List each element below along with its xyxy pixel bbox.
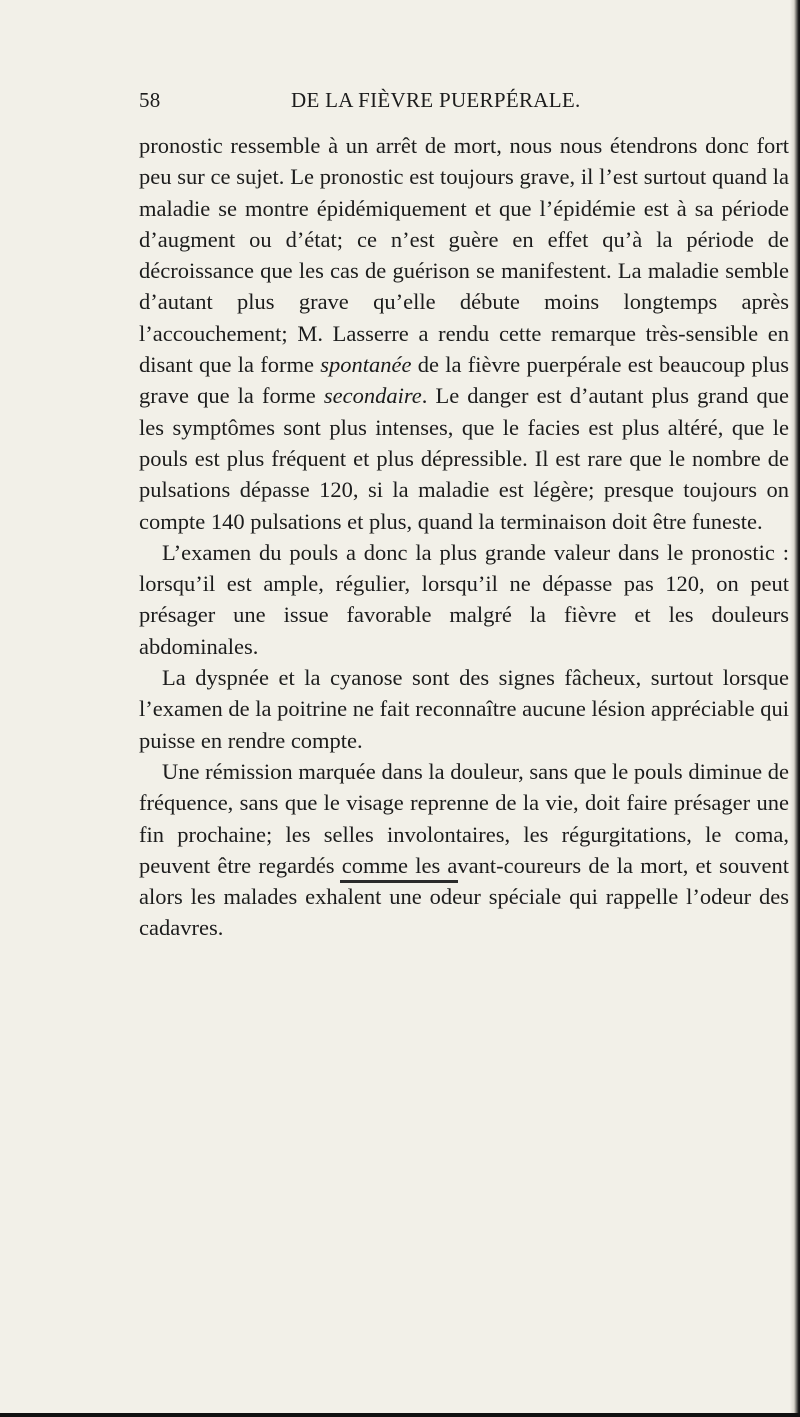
paragraph-1-text-c: . Le danger est d’autant plus grand que les symptômes sont plus intenses, que le facies est plus altéré, que le pouls est plus fréquent et plus dépressible. Il est rare que le nombre de pulsations dépasse 120, si la maladie est légère; presque toujours on compte 140 pulsations et plus, quand la terminaison doit être funeste. — [139, 383, 789, 534]
emphasis-spontanee: spontanée — [320, 352, 412, 378]
paragraph-1-text-a: pronostic ressemble à un arrêt de mort, nous nous étendrons donc fort peu sur ce sujet. Le pronostic est toujours grave, il l’est surtout quand la maladie se montre épidémiquement et que l’épidémie est à sa période d’augment ou d’état; ce n’est guère en effet qu’à la période de décroissance que les cas de guérison se manifestent. La maladie semble d’autant plus grave qu’elle débute moins longtemps après l’accouchement; M. Lasserre a rendu cette remarque très-sensible en disant que la forme — [139, 133, 789, 378]
page-bottom-edge — [0, 1413, 800, 1417]
page-edge-shadow — [790, 0, 800, 1417]
emphasis-secondaire: secondaire — [323, 383, 422, 409]
running-head: DE LA FIÈVRE PUERPÉRALE. — [291, 88, 581, 112]
end-rule-divider — [340, 880, 458, 883]
page-header — [139, 88, 659, 118]
paragraph-3: La dyspnée et la cyanose sont des signes fâcheux, surtout lorsque l’examen de la poitrine ne fait reconnaître aucune lésion appréciable qui puisse en rendre compte. — [139, 665, 789, 753]
body-text — [139, 130, 789, 944]
page-number: 58 — [139, 88, 161, 112]
paragraph-4: Une rémission marquée dans la douleur, sans que le pouls diminue de fréquence, sans que le visage reprenne de la vie, doit faire présager une fin prochaine; les selles involontaires, les régurgitations, le coma, peuvent être regardés comme les avant-coureurs de la mort, et souvent alors les malades exhalent une odeur spéciale qui rappelle l’odeur des cadavres. — [139, 758, 789, 941]
paragraph-2: L’examen du pouls a donc la plus grande valeur dans le pronostic : lorsqu’il est ample, régulier, lorsqu’il ne dépasse pas 120, on peut présager une issue favorable malgré la fièvre et les douleurs abdominales. — [139, 539, 789, 659]
paragraph-1 — [139, 130, 789, 537]
paragraph-1-text-b: de la fièvre puerpérale est beaucoup plus grave que la forme — [139, 352, 789, 409]
